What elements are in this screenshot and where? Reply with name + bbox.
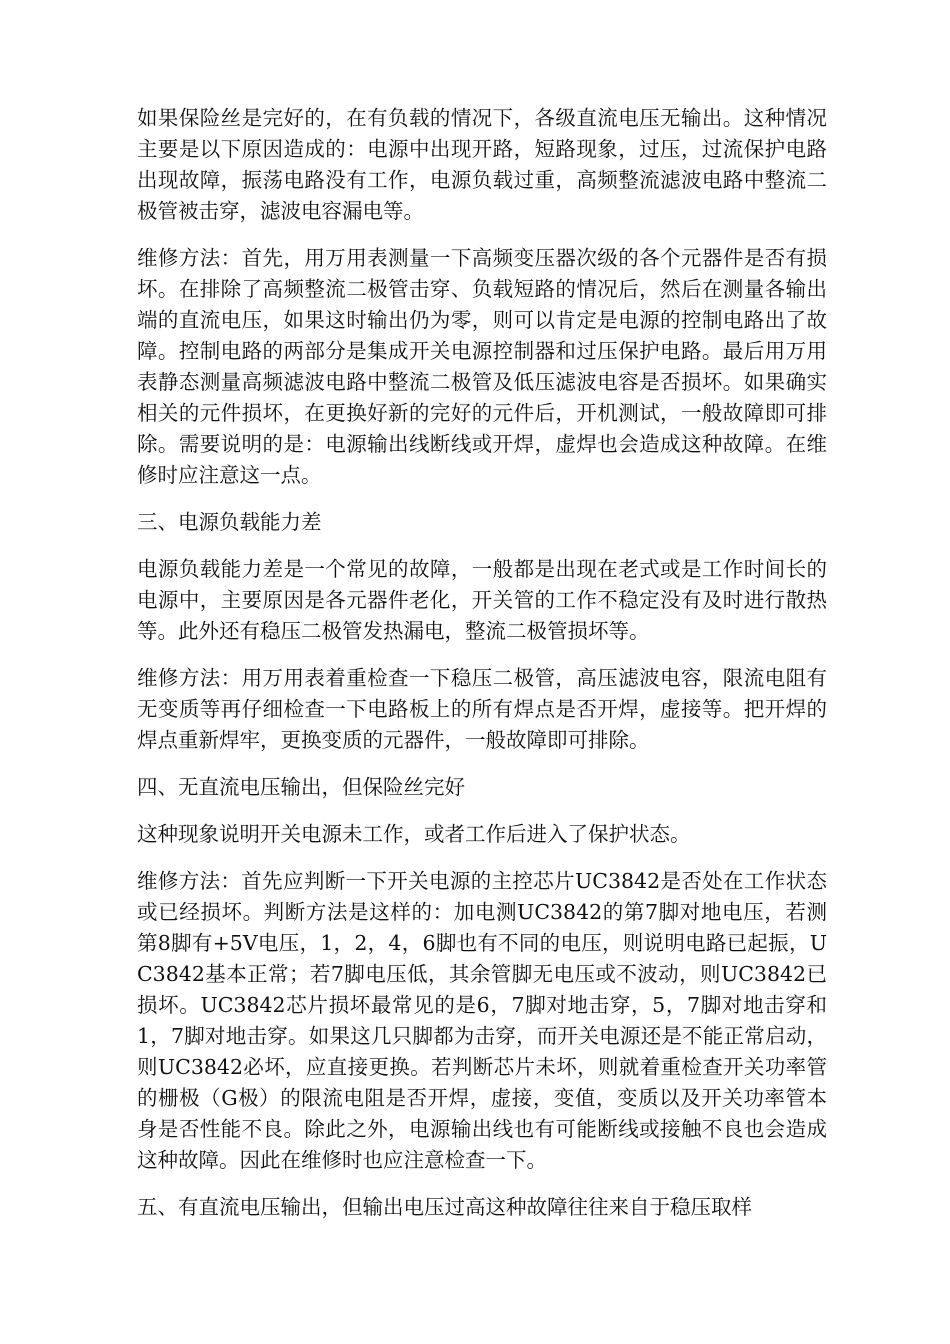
paragraph-repair-method-1: 维修方法：首先，用万用表测量一下高频变压器次级的各个元器件是否有损坏。在排除了高频整流二极管击穿、负载短路的情况后，然后在测量各输出端的直流电压，如果这时输出仍为零，则可以肯定是电源的控制电路出了故障。控制电路的两部分是集成开关电源控制器和过压保护电路。最后用万用表静态测量高频滤波电路中整流二极管及低压滤波电容是否损坏。如果确实相关的元件损坏，在更换好新的完好的元件后，开机测试，一般故障即可排除。需要说明的是：电源输出线断线或开焊，虚焊也会造成这种故障。在维修时应注意这一点。 xyxy=(137,246,827,487)
paragraph-repair-method-3: 维修方法：首先应判断一下开关电源的主控芯片UC3842是否处在工作状态或已经损坏。判断方法是这样的：加电测UC3842的第7脚对地电压，若测第8脚有+5V电压，1，2，4，6脚也有不同的电压，则说明电路已起振，UC3842基本正常；若7脚电压低，其余管脚无电压或不波动，则UC3842已损坏。UC3842芯片损坏最常见的是6，7脚对地击穿，5，7脚对地击穿和1，7脚对地击穿。如果这几只脚都为击穿，而开关电源还是不能正常启动，则UC3842必坏，应直接更换。若判断芯片未坏，则就着重检查开关功率管的栅极（G极）的限流电阻是否开焊，虚接，变值，变质以及开关功率管本身是否性能不良。除此之外，电源输出线也有可能断线或接触不良也会造成这种故障。因此在维修时也应注意检查一下。 xyxy=(137,869,827,1172)
document-body xyxy=(137,103,827,1239)
section-heading-3: 三、电源负载能力差 xyxy=(137,510,322,534)
paragraph-not-working: 这种现象说明开关电源未工作，或者工作后进入了保护状态。 xyxy=(137,822,691,846)
section-heading-4: 四、无直流电压输出，但保险丝完好 xyxy=(137,775,465,799)
paragraph-fuse-intact-no-output: 如果保险丝是完好的，在有负载的情况下，各级直流电压无输出。这种情况主要是以下原因造成的：电源中出现开路，短路现象，过压，过流保护电路出现故障，振荡电路没有工作，电源负载过重，高频整流滤波电路中整流二极管被击穿，滤波电容漏电等。 xyxy=(137,106,827,223)
paragraph-poor-load-capacity: 电源负载能力差是一个常见的故障，一般都是出现在老式或是工作时间长的电源中，主要原因是各元器件老化，开关管的工作不稳定没有及时进行散热等。此外还有稳压二极管发热漏电，整流二极管损坏等。 xyxy=(137,557,827,643)
paragraph-repair-method-2: 维修方法：用万用表着重检查一下稳压二极管，高压滤波电容，限流电阻有无变质等再仔细检查一下电路板上的所有焊点是否开焊，虚接等。把开焊的焊点重新焊牢，更换变质的元器件，一般故障即可排除。 xyxy=(137,666,827,752)
section-heading-5: 五、有直流电压输出，但输出电压过高这种故障往往来自于稳压取样 xyxy=(137,1195,752,1219)
